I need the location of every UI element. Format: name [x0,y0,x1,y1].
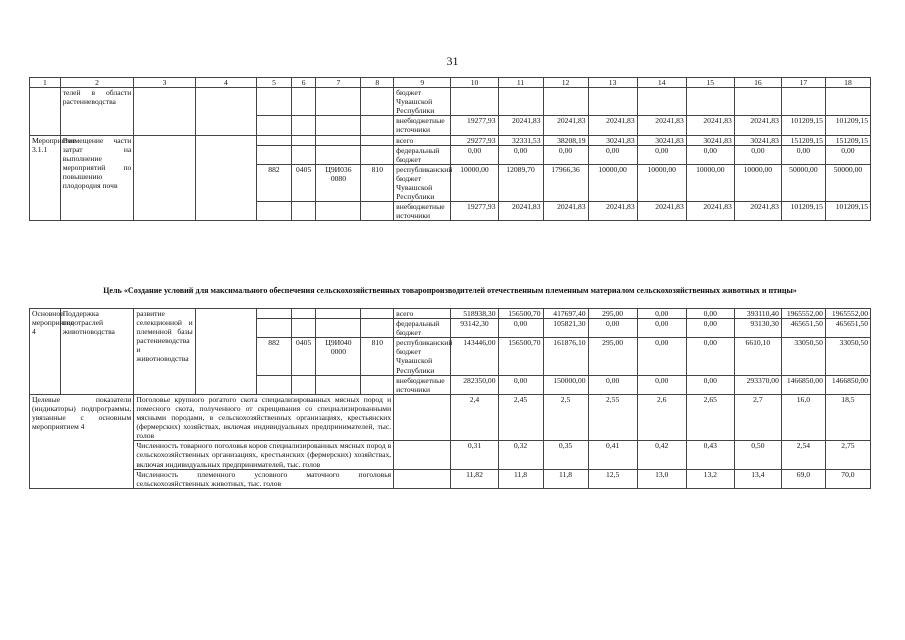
targets-label: Целевые показатели (индикаторы) подпрограммы, увязанные с основным мероприятием 4 [30,394,134,488]
value-cell [825,88,870,116]
value-cell: 12,5 [588,469,637,488]
continuation-text: телей в области растениеводства [60,88,134,135]
header-cell: 13 [588,78,637,88]
value-cell: 13,4 [734,469,781,488]
cell-empty [257,319,292,338]
value-cell: 29277,93 [451,135,498,145]
cell-empty [195,88,256,135]
cell-empty [291,116,316,135]
value-cell: 10000,00 [734,164,781,201]
value-cell: 70,0 [825,469,870,488]
value-cell: 20241,83 [686,202,734,221]
value-cell: 13,2 [686,469,734,488]
cell-empty [361,88,394,116]
value-cell: 16,0 [781,394,825,440]
table-row [30,441,871,469]
cell-empty [361,309,394,319]
value-cell: 151209,15 [781,135,825,145]
cell-empty [316,375,361,394]
code-csr: Ц9И036 0080 [316,164,361,201]
cell-empty [291,88,316,116]
header-cell: 2 [60,78,134,88]
header-cell: 3 [134,78,195,88]
value-cell: 20241,83 [498,116,543,135]
value-cell: 30241,83 [588,135,637,145]
value-cell: 465651,50 [781,319,825,338]
cell-empty [134,88,195,135]
value-cell: 0,31 [451,441,498,469]
header-cell: 5 [257,78,292,88]
measure-goal: развитие селекционной и племенной базы растениеводства и животноводства [134,309,195,395]
value-cell [498,88,543,116]
code-csr: Ц9И040 0000 [316,338,361,375]
cell-empty [361,375,394,394]
source-cell: всего [394,135,451,145]
source-cell: бюджет Чувашской Республики [394,88,451,116]
value-cell: 2,45 [498,394,543,440]
value-cell: 1965552,00 [825,309,870,319]
value-cell: 19277,93 [451,202,498,221]
code-rzpr: 0405 [291,164,316,201]
cell-empty [291,202,316,221]
value-cell: 1965552,00 [781,309,825,319]
value-cell: 143446,00 [451,338,498,375]
value-cell: 2,7 [734,394,781,440]
measure-title: Мероприятие 3.1.1 [30,135,61,221]
value-cell: 295,00 [588,309,637,319]
code-vr: 810 [361,164,394,201]
header-cell: 14 [637,78,686,88]
value-cell: 393110,40 [734,309,781,319]
source-cell: внебюджетные источники [394,116,451,135]
value-cell: 20241,83 [588,202,637,221]
value-cell [734,88,781,116]
value-cell: 0,41 [588,441,637,469]
value-cell: 0,00 [637,375,686,394]
value-cell: 465651,50 [825,319,870,338]
header-cell: 12 [543,78,588,88]
cell-empty [316,319,361,338]
value-cell: 161876,10 [543,338,588,375]
value-cell: 20241,83 [734,202,781,221]
value-cell: 30241,83 [686,135,734,145]
value-cell: 20241,83 [637,202,686,221]
value-cell: 2,75 [825,441,870,469]
value-cell: 101209,15 [781,202,825,221]
header-row [30,78,871,88]
value-cell: 10000,00 [637,164,686,201]
source-cell: федеральный бюджет [394,145,451,164]
table-row [30,469,871,488]
value-cell: 20241,83 [543,116,588,135]
cell-empty [291,309,316,319]
measure-description: Возмещение части затрат на выполнение мероприятий по повышению плодородия почв [60,135,134,221]
value-cell: 0,00 [637,338,686,375]
cell-empty [257,202,292,221]
cell-empty [394,469,451,488]
value-cell: 0,00 [498,145,543,164]
cell-empty [361,319,394,338]
value-cell: 0,00 [498,375,543,394]
target-indicator-name: Численность товарного поголовья коров специализированных мясных пород в сельскохозяйственных организациях, крестьянских (фермерских) хозяйствах, включая индивидуальных предпринимателей, тыс. голов [134,441,394,469]
cell-empty [257,116,292,135]
value-cell: 0,50 [734,441,781,469]
value-cell: 38208,19 [543,135,588,145]
value-cell: 156500,70 [498,309,543,319]
value-cell: 6610,10 [734,338,781,375]
source-cell: внебюджетные источники [394,375,451,394]
value-cell: 30241,83 [734,135,781,145]
value-cell: 0,00 [686,319,734,338]
value-cell: 0,00 [686,145,734,164]
table-upper [29,77,871,221]
cell-empty [316,202,361,221]
value-cell: 69,0 [781,469,825,488]
value-cell: 0,00 [637,319,686,338]
cell-empty [316,145,361,164]
cell-empty [361,202,394,221]
cell-empty [257,135,292,145]
value-cell: 10000,00 [588,164,637,201]
value-cell [588,88,637,116]
header-cell: 15 [686,78,734,88]
value-cell: 2,4 [451,394,498,440]
value-cell: 33050,50 [825,338,870,375]
source-cell: республиканский бюджет Чувашской Республики [394,338,451,375]
value-cell: 295,00 [588,338,637,375]
table-row [30,309,871,319]
value-cell: 0,00 [686,309,734,319]
value-cell: 93142,30 [451,319,498,338]
value-cell: 2,5 [543,394,588,440]
value-cell [686,88,734,116]
value-cell: 2,65 [686,394,734,440]
cell-empty [291,145,316,164]
cell-empty [195,309,256,395]
value-cell: 32331,53 [498,135,543,145]
value-cell: 101209,15 [781,116,825,135]
value-cell [451,88,498,116]
value-cell: 0,00 [543,145,588,164]
cell-empty [361,145,394,164]
cell-empty [394,441,451,469]
cell-empty [291,135,316,145]
value-cell: 2,54 [781,441,825,469]
value-cell: 20241,83 [637,116,686,135]
value-cell: 0,00 [637,145,686,164]
goal-heading: Цель «Создание условий для максимального обеспечения сельскохозяйственных товаропроизводителей отечественным племенным материалом сельскохозяйственных животных и птицы» [103,286,797,295]
value-cell: 2,55 [588,394,637,440]
value-cell [781,88,825,116]
code-rzpr: 0405 [291,338,316,375]
value-cell: 0,00 [637,309,686,319]
value-cell: 2,6 [637,394,686,440]
source-cell: всего [394,309,451,319]
value-cell: 20241,83 [498,202,543,221]
cell-empty [257,309,292,319]
cell-empty [257,145,292,164]
table-lower [29,308,871,489]
value-cell: 0,00 [588,375,637,394]
value-cell: 101209,15 [825,202,870,221]
value-cell: 33050,50 [781,338,825,375]
value-cell: 0,00 [825,145,870,164]
value-cell: 20241,83 [686,116,734,135]
value-cell: 12089,70 [498,164,543,201]
value-cell: 105821,30 [543,319,588,338]
code-vr: 810 [361,338,394,375]
value-cell: 518938,30 [451,309,498,319]
code-grbs: 882 [257,338,292,375]
value-cell: 20241,83 [588,116,637,135]
value-cell: 50000,00 [825,164,870,201]
cell-empty [394,394,451,440]
value-cell: 150000,00 [543,375,588,394]
header-cell: 7 [316,78,361,88]
cell-empty [30,88,61,135]
cell-empty [134,135,195,221]
value-cell: 156500,70 [498,338,543,375]
header-cell: 18 [825,78,870,88]
cell-empty [316,116,361,135]
value-cell: 0,35 [543,441,588,469]
page-number: 31 [446,54,459,68]
value-cell: 10000,00 [686,164,734,201]
value-cell: 20241,83 [734,116,781,135]
cell-empty [361,135,394,145]
value-cell: 17966,36 [543,164,588,201]
cell-empty [316,135,361,145]
value-cell: 151209,15 [825,135,870,145]
header-cell: 8 [361,78,394,88]
value-cell: 0,00 [686,375,734,394]
value-cell: 30241,83 [637,135,686,145]
value-cell: 293370,00 [734,375,781,394]
source-cell: внебюджетные источники [394,202,451,221]
header-cell: 10 [451,78,498,88]
value-cell: 19277,93 [451,116,498,135]
header-cell: 11 [498,78,543,88]
source-cell: федеральный бюджет [394,319,451,338]
value-cell: 20241,83 [543,202,588,221]
value-cell: 0,32 [498,441,543,469]
value-cell: 13,0 [637,469,686,488]
code-grbs: 882 [257,164,292,201]
value-cell: 282350,00 [451,375,498,394]
cell-empty [257,88,292,116]
value-cell: 11,82 [451,469,498,488]
cell-empty [316,88,361,116]
value-cell: 0,00 [451,145,498,164]
value-cell: 11,8 [498,469,543,488]
value-cell [637,88,686,116]
value-cell: 10000,00 [451,164,498,201]
value-cell: 417697,40 [543,309,588,319]
value-cell: 0,43 [686,441,734,469]
table-row [30,394,871,440]
cell-empty [361,116,394,135]
value-cell: 93130,30 [734,319,781,338]
header-cell: 6 [291,78,316,88]
table-row [30,135,871,145]
cell-empty [195,135,256,221]
table-row [30,88,871,116]
value-cell: 18,5 [825,394,870,440]
header-cell: 1 [30,78,61,88]
value-cell: 11,8 [543,469,588,488]
value-cell: 0,00 [588,145,637,164]
measure-title: Основное мероприятие 4 [30,309,61,395]
value-cell [543,88,588,116]
value-cell: 0,00 [686,338,734,375]
value-cell: 101209,15 [825,116,870,135]
value-cell: 1466850,00 [781,375,825,394]
target-indicator-name: Численность племенного условного маточного поголовья сельскохозяйственных животных, тыс. голов [134,469,394,488]
target-indicator-name: Поголовье крупного рогатого скота специализированных мясных пород и помесного скота, полученного от скрещивания со специализированными мясными породами, в сельскохозяйственных организациях, крестьянских (фермерских) хозяйствах, включая индивидуальных предпринимателей, тыс. голов [134,394,394,440]
cell-empty [291,319,316,338]
value-cell: 0,00 [588,319,637,338]
header-cell: 4 [195,78,256,88]
value-cell: 1466850,00 [825,375,870,394]
value-cell: 0,00 [734,145,781,164]
header-cell: 17 [781,78,825,88]
header-cell: 9 [394,78,451,88]
value-cell: 0,00 [498,319,543,338]
cell-empty [291,375,316,394]
value-cell: 0,42 [637,441,686,469]
cell-empty [316,309,361,319]
measure-description: Поддержка подотраслей животноводства [60,309,134,395]
cell-empty [257,375,292,394]
value-cell: 0,00 [781,145,825,164]
value-cell: 50000,00 [781,164,825,201]
source-cell: республиканский бюджет Чувашской Республики [394,164,451,201]
header-cell: 16 [734,78,781,88]
